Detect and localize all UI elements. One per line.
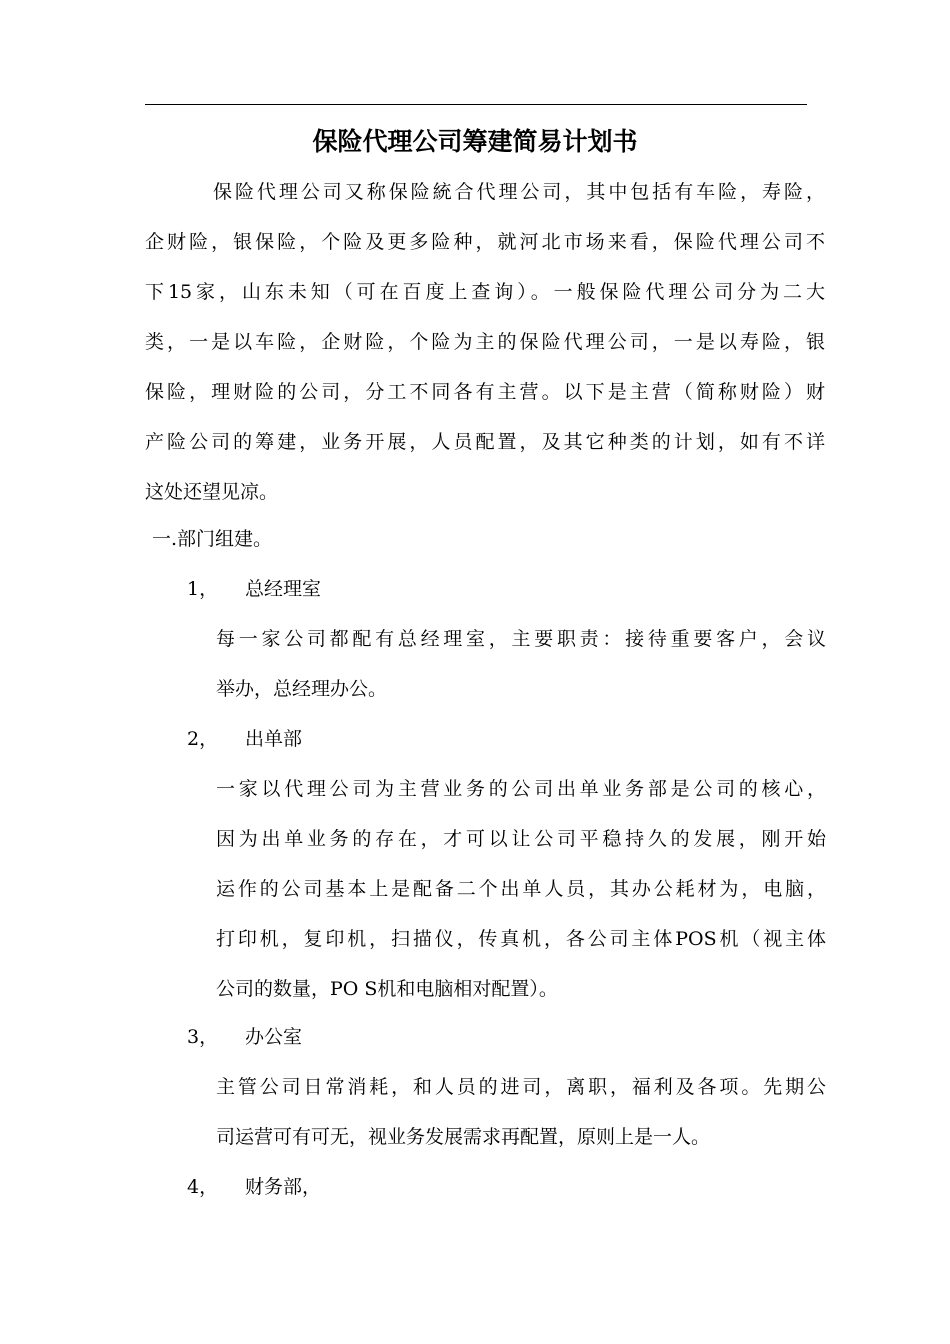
- department-heading: [187, 1012, 302, 1062]
- department-number: 4，: [187, 1176, 219, 1198]
- description-line: 打印机，复印机，扫描仪，传真机，各公司主体POS机（视主体: [216, 928, 826, 950]
- description-line: 运作的公司基本上是配备二个出单人员，其办公耗材为，电脑，: [216, 878, 826, 900]
- description-line: 举办，总经理办公。: [216, 678, 388, 700]
- intro-line: 下15家，山东未知（可在百度上查询）。一般保险代理公司分为二大: [145, 281, 825, 303]
- description-line: 司运营可有可无，视业务发展需求再配置，原则上是一人。: [216, 1126, 711, 1148]
- intro-line: 保险代理公司又称保险統合代理公司，其中包括有车险，寿险，: [213, 181, 825, 203]
- intro-line: 企财险，银保险，个险及更多险种，就河北市场来看，保险代理公司不: [145, 231, 825, 253]
- department-name: 出单部: [245, 728, 303, 750]
- department-description: [216, 764, 826, 1014]
- department-heading: [187, 564, 321, 614]
- intro-line: 类，一是以车险，企财险，个险为主的保险代理公司，一是以寿险，银: [145, 331, 825, 353]
- description-line: 一家以代理公司为主营业务的公司出单业务部是公司的核心，: [216, 778, 826, 800]
- department-name: 办公室: [245, 1026, 303, 1048]
- department-name: 总经理室: [245, 578, 322, 600]
- section-heading: 一.部门组建。: [152, 528, 273, 550]
- department-heading: [187, 714, 302, 764]
- department-name: 财务部，: [245, 1176, 322, 1198]
- document-title: 保险代理公司筹建简易计划书: [312, 127, 638, 156]
- description-line: 每一家公司都配有总经理室，主要职责：接待重要客户，会议: [216, 628, 826, 650]
- header-rule: [145, 104, 807, 105]
- intro-line: 保险，理财险的公司，分工不同各有主营。以下是主营（简称财险）财: [145, 381, 825, 403]
- intro-line: 这处还望见凉。: [145, 481, 279, 503]
- department-number: 2，: [187, 728, 219, 750]
- department-number: 1，: [187, 578, 219, 600]
- department-number: 3，: [187, 1026, 219, 1048]
- description-line: 主管公司日常消耗，和人员的进司，离职，福利及各项。先期公: [216, 1076, 826, 1098]
- intro-paragraph: [145, 167, 825, 517]
- department-heading: [187, 1162, 321, 1212]
- intro-line: 产险公司的筹建，业务开展，人员配置，及其它种类的计划，如有不详: [145, 431, 825, 453]
- department-description: [216, 614, 826, 714]
- description-line: 公司的数量，PO S机和电脑相对配置）。: [216, 978, 558, 1000]
- department-description: [216, 1062, 826, 1162]
- description-line: 因为出单业务的存在，才可以让公司平稳持久的发展，刚开始: [216, 828, 826, 850]
